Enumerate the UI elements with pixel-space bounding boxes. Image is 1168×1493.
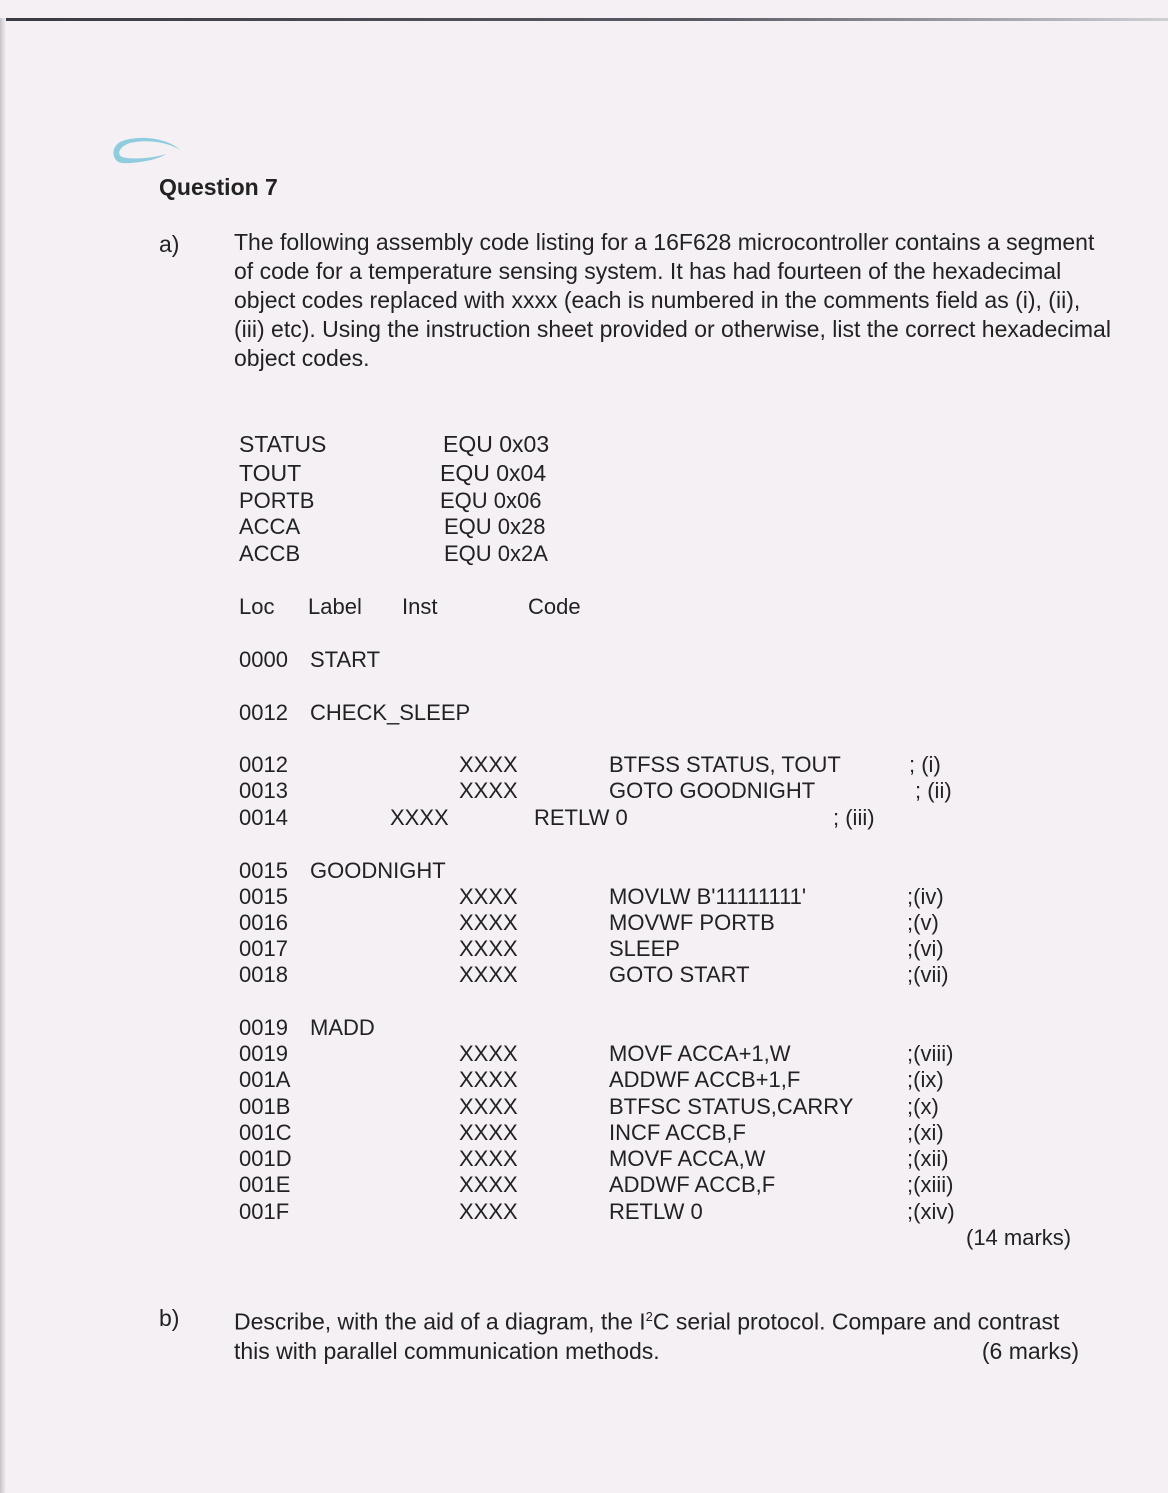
part-b-label: b) (159, 1305, 180, 1331)
row-loc: 001C (239, 1120, 292, 1145)
equate-name: TOUT (239, 460, 302, 486)
row-loc: 0012 (239, 752, 288, 777)
row-loc: 0016 (239, 910, 288, 935)
label-loc: 0000 (239, 647, 288, 672)
row-loc: 001D (239, 1146, 292, 1171)
row-inst: XXXX (459, 1199, 518, 1224)
row-loc: 0015 (239, 884, 288, 909)
row-code: RETLW 0 (534, 805, 628, 830)
row-comment: ;(vii) (907, 962, 949, 987)
row-inst: XXXX (459, 1146, 518, 1171)
row-loc: 0014 (239, 805, 288, 830)
part-b-text-end: C serial protocol. Compare and contrast this with parallel communication methods. (234, 1308, 1060, 1364)
row-code: INCF ACCB,F (609, 1120, 746, 1145)
row-inst: XXXX (459, 1172, 518, 1197)
row-inst: XXXX (459, 778, 518, 803)
row-code: BTFSC STATUS,CARRY (609, 1094, 854, 1119)
equate-name: ACCB (239, 541, 301, 566)
row-comment: ;(x) (907, 1094, 939, 1119)
row-code: GOTO GOODNIGHT (609, 778, 816, 803)
equate-value: EQU 0x28 (444, 514, 546, 539)
part-b-text-start: Describe, with the aid of a diagram, the I (234, 1308, 646, 1335)
row-inst: XXXX (459, 752, 518, 777)
row-inst: XXXX (390, 805, 449, 830)
equate-value: EQU 0x03 (443, 431, 550, 457)
pen-mark-icon (108, 130, 188, 174)
equate-value: EQU 0x2A (444, 541, 548, 566)
question-title: Question 7 (159, 174, 278, 200)
row-inst: XXXX (459, 1041, 518, 1066)
row-comment: ;(ix) (907, 1067, 944, 1092)
part-b-question (234, 1302, 1079, 1366)
row-loc: 001B (239, 1094, 291, 1119)
equate-value: EQU 0x04 (440, 460, 547, 486)
part-b-superscript: 2 (645, 1309, 653, 1324)
row-comment: ;(xii) (907, 1146, 949, 1171)
header-label: Label (308, 594, 362, 619)
row-comment: ;(viii) (907, 1041, 954, 1066)
equate-name: ACCA (239, 514, 301, 539)
row-comment: ; (iii) (833, 805, 875, 830)
equate-value: EQU 0x06 (440, 488, 542, 513)
row-inst: XXXX (459, 910, 518, 935)
row-inst: XXXX (459, 1067, 518, 1092)
equate-name: PORTB (239, 488, 315, 513)
label-name: START (310, 647, 381, 672)
label-loc: 0019 (239, 1015, 288, 1040)
row-inst: XXXX (459, 962, 518, 987)
header-code: Code (528, 594, 581, 619)
row-comment: ;(xi) (907, 1120, 944, 1145)
row-comment: ; (i) (909, 752, 941, 777)
part-a-label: a) (159, 231, 180, 257)
equate-name: STATUS (239, 431, 327, 457)
header-loc: Loc (239, 594, 275, 619)
row-code: ADDWF ACCB,F (609, 1172, 776, 1197)
row-comment: ;(xiv) (907, 1199, 955, 1224)
row-inst: XXXX (459, 1120, 518, 1145)
row-loc: 001A (239, 1067, 291, 1092)
row-inst: XXXX (459, 1094, 518, 1119)
label-loc: 0012 (239, 700, 288, 725)
row-comment: ;(vi) (907, 936, 944, 961)
label-name: MADD (310, 1015, 375, 1040)
row-loc: 0018 (239, 962, 288, 987)
row-code: RETLW 0 (609, 1199, 703, 1224)
row-code: BTFSS STATUS, TOUT (609, 752, 841, 777)
row-loc: 0017 (239, 936, 288, 961)
row-loc: 001F (239, 1199, 290, 1224)
row-code: MOVWF PORTB (609, 910, 775, 935)
row-code: GOTO START (609, 962, 750, 987)
row-comment: ;(xiii) (907, 1172, 954, 1197)
label-name: CHECK_SLEEP (310, 700, 471, 725)
label-name: GOODNIGHT (310, 858, 446, 883)
row-loc: 0013 (239, 778, 288, 803)
part-a-instructions: The following assembly code listing for a 16F628 microcontroller contains a segment of code for a temperature sensing system. It has had fourteen of the hexadecimal object codes replaced with xxxx (each is numbered in the comments field as (i), (ii), (iii) etc). Using the instruction sheet provided or otherwise, list the correct hexadecimal object codes. (234, 229, 1111, 371)
row-code: MOVF ACCA+1,W (609, 1041, 791, 1066)
row-comment: ;(v) (907, 910, 939, 935)
row-loc: 0019 (239, 1041, 288, 1066)
label-loc: 0015 (239, 858, 288, 883)
part-b-marks: (6 marks) (981, 1337, 1079, 1364)
row-inst: XXXX (459, 884, 518, 909)
row-inst: XXXX (459, 936, 518, 961)
row-code: MOVLW B'11111111' (609, 884, 807, 909)
row-comment: ;(iv) (907, 884, 944, 909)
page-top-edge (0, 18, 1168, 21)
row-code: SLEEP (609, 936, 680, 961)
header-inst: Inst (402, 594, 438, 619)
row-code: ADDWF ACCB+1,F (609, 1067, 801, 1092)
row-code: MOVF ACCA,W (609, 1146, 766, 1171)
page-left-edge (0, 18, 6, 1493)
part-a-marks: (14 marks) (966, 1225, 1072, 1250)
row-comment: ; (ii) (915, 778, 952, 803)
row-loc: 001E (239, 1172, 291, 1197)
